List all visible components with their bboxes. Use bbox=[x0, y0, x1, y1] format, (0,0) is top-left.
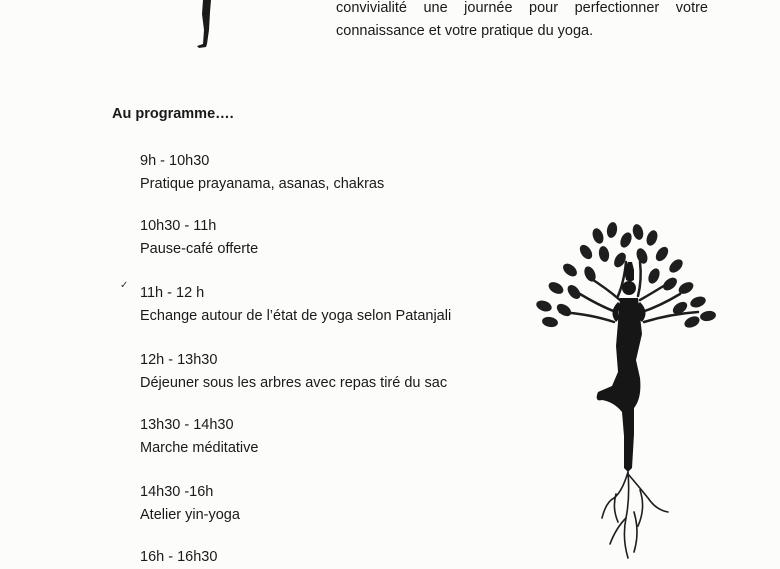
intro-line-1: convivialité une journée pour perfectionner votre bbox=[336, 0, 708, 16]
program-item bbox=[140, 546, 217, 569]
program-item bbox=[140, 215, 258, 261]
program-description: Atelier yin-yoga bbox=[140, 507, 240, 523]
intro-line-2: connaissance et votre pratique du yoga. bbox=[336, 23, 594, 39]
program-heading: Au programme…. bbox=[112, 106, 234, 122]
program-time: 12h - 13h30 bbox=[140, 352, 218, 368]
program-time: 16h - 16h30 bbox=[140, 549, 218, 565]
tree-roots bbox=[602, 472, 668, 558]
program-description: Pratique prayanama, asanas, chakras bbox=[140, 176, 385, 192]
program-item bbox=[140, 150, 384, 196]
program-time: 11h - 12 h bbox=[140, 285, 205, 301]
program-description: Marche méditative bbox=[140, 440, 259, 456]
program-time: 10h30 - 11h bbox=[140, 218, 217, 234]
program-item bbox=[140, 414, 258, 460]
program-time: 14h30 -16h bbox=[140, 484, 214, 500]
intro-paragraph bbox=[336, 0, 708, 43]
program-item bbox=[140, 282, 451, 328]
program-time: 13h30 - 14h30 bbox=[140, 417, 234, 433]
program-time: 9h - 10h30 bbox=[140, 153, 210, 169]
yoga-tree-illustration bbox=[530, 222, 730, 560]
program-description: Pause-café offerte bbox=[140, 241, 259, 257]
program-item bbox=[140, 481, 240, 527]
program-item bbox=[140, 349, 447, 395]
program-description: Echange autour de l’état de yoga selon Patanjali bbox=[140, 308, 452, 324]
scan-speck: ✓ bbox=[120, 280, 129, 291]
yoga-figure-illustration bbox=[185, 0, 225, 52]
program-description: Déjeuner sous les arbres avec repas tiré du sac bbox=[140, 375, 448, 391]
